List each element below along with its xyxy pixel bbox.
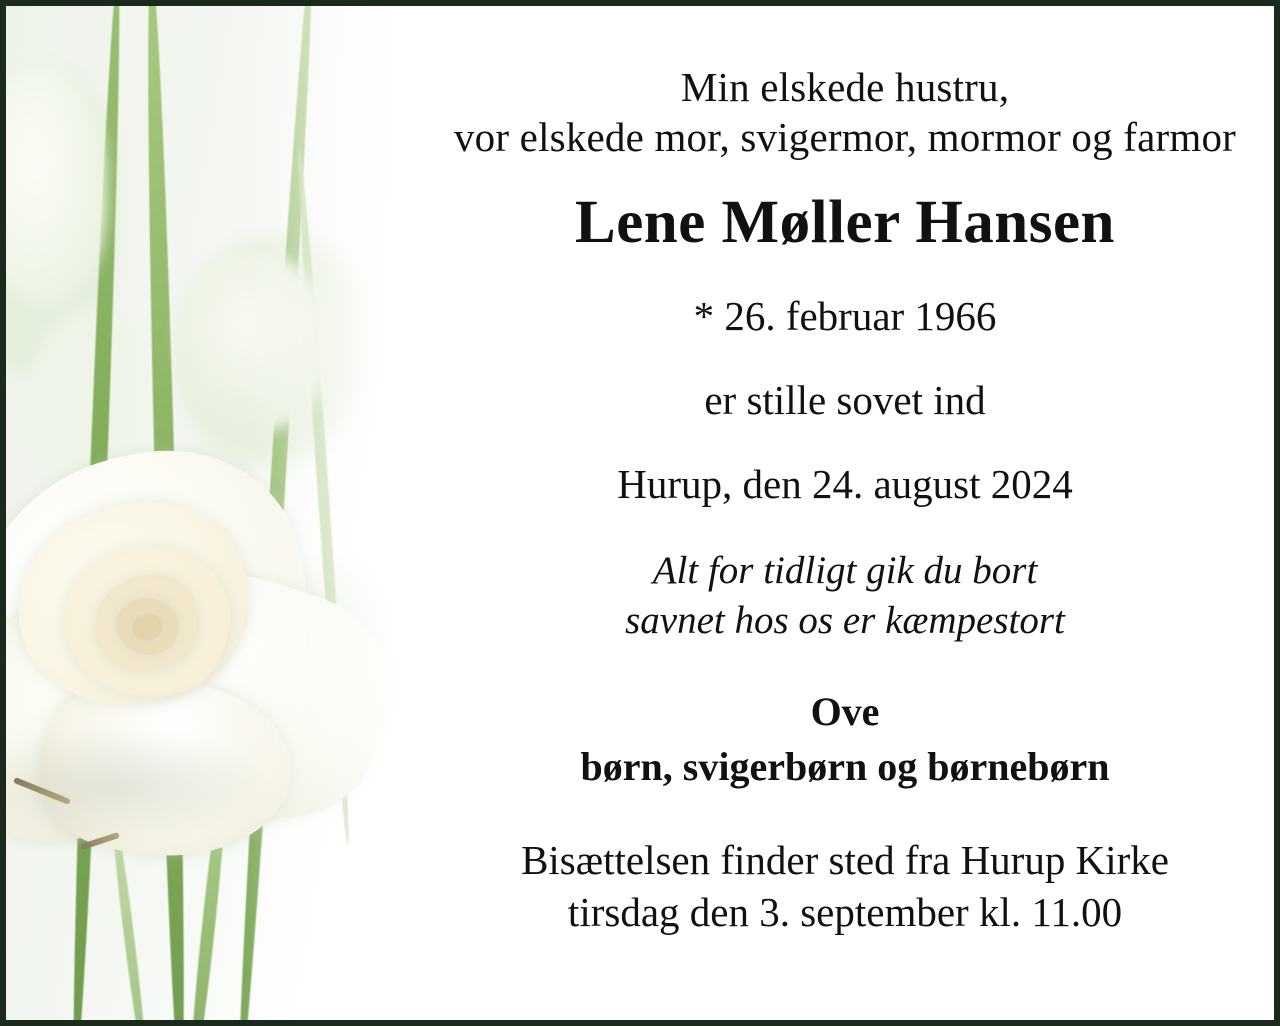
survivor-family: børn, svigerbørn og børnebørn: [580, 743, 1110, 789]
notice-text-column: [436, 6, 1254, 1020]
intro-line-2: vor elskede mor, svigermor, mormor og farmor: [453, 114, 1237, 161]
intro-line-1: Min elskede hustru,: [680, 64, 1010, 110]
service-line-1: Bisættelsen finder sted fra Hurup Kirke: [521, 836, 1169, 883]
deceased-name: Lene Møller Hansen: [575, 189, 1115, 257]
place-and-date-of-death: Hurup, den 24. august 2024: [617, 461, 1073, 508]
survivor-spouse: Ove: [810, 688, 880, 734]
image-fade-overlay: [246, 6, 436, 1020]
service-line-2: tirsdag den 3. september kl. 11.00: [567, 889, 1123, 936]
memorial-verse: [436, 546, 1254, 646]
funeral-service-info: [436, 834, 1254, 939]
intro-text: [436, 62, 1254, 162]
verse-line-2: savnet hos os er kæmpestort: [625, 598, 1065, 642]
rose-illustration: [6, 6, 436, 1020]
rose-shadow: [6, 726, 276, 846]
birth-date: * 26. februar 1966: [693, 293, 997, 340]
verse-line-1: Alt for tidligt gik du bort: [652, 549, 1038, 593]
passing-text: er stille sovet ind: [704, 377, 986, 424]
